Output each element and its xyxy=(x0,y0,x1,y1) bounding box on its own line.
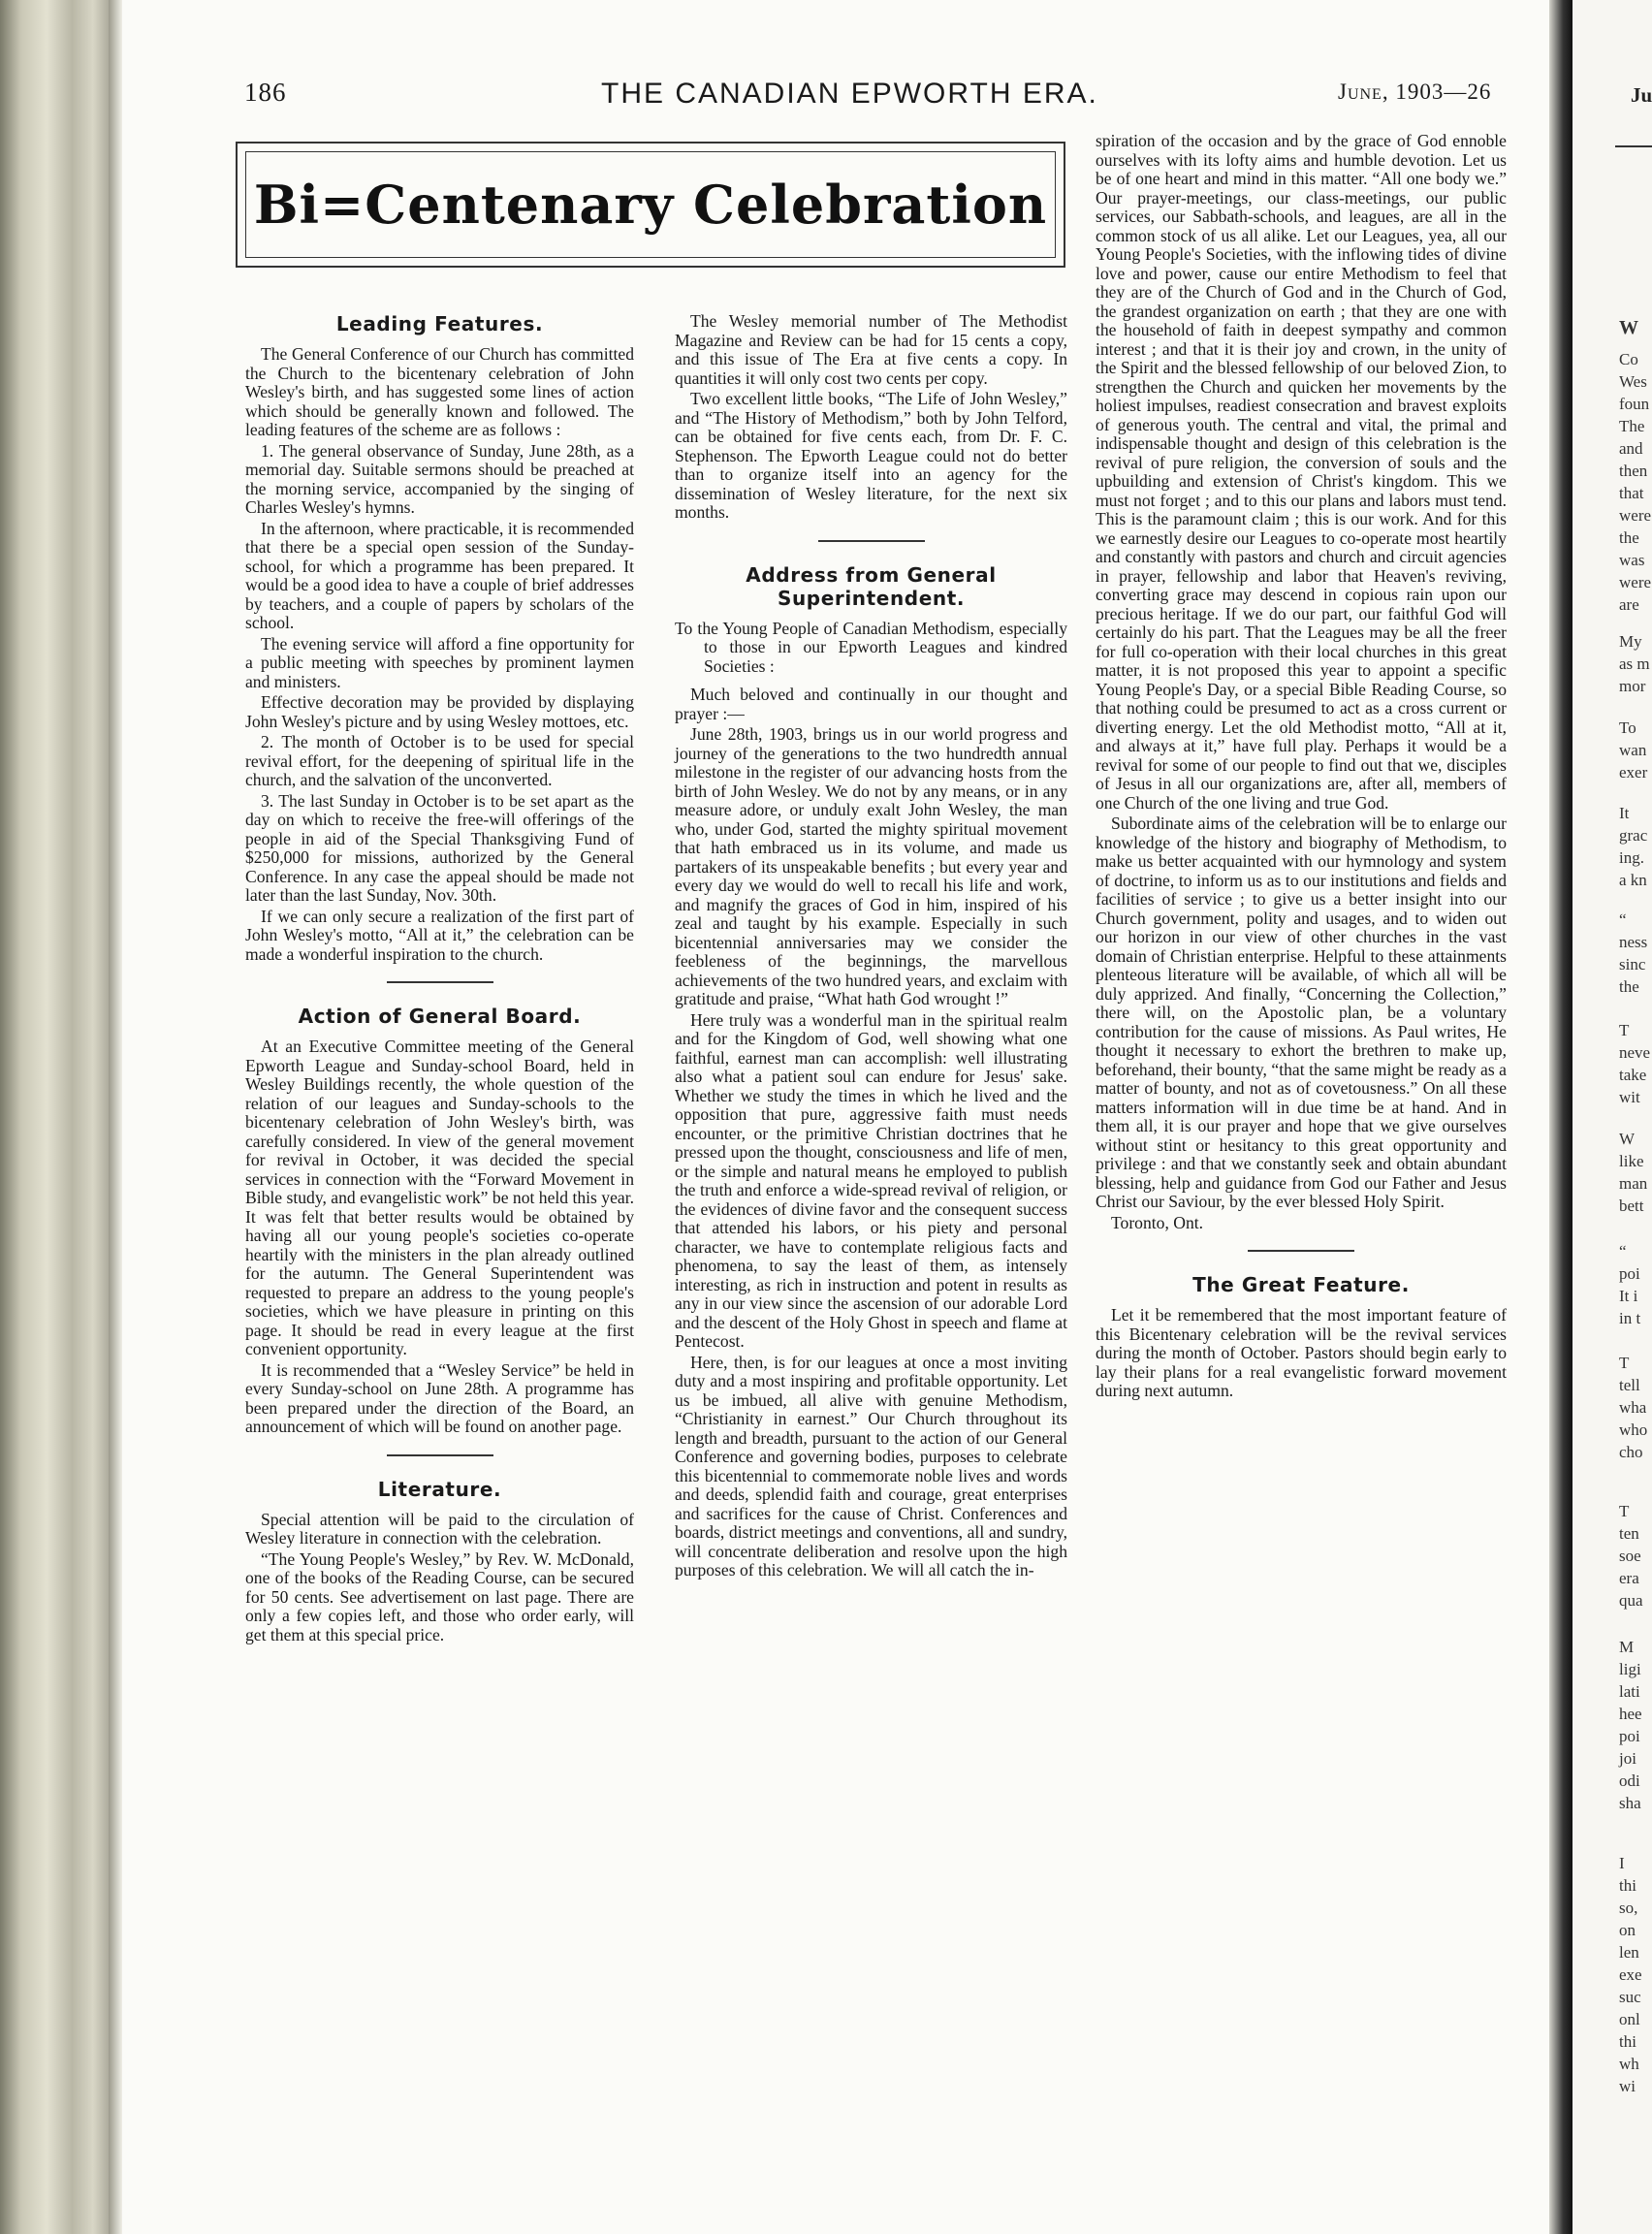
facing-page-folio: Ju xyxy=(1631,83,1652,107)
literature-body xyxy=(245,1511,634,1645)
facing-page-text-fragment: as m xyxy=(1619,654,1650,673)
facing-page-text-fragment: neve xyxy=(1619,1043,1651,1062)
page-gutter xyxy=(1549,0,1573,2234)
facing-page-text-fragment: ligi xyxy=(1619,1660,1641,1678)
facing-page-text-fragment: mor xyxy=(1619,677,1646,695)
facing-page-text-fragment: odi xyxy=(1619,1771,1640,1790)
facing-page-text-fragment: foun xyxy=(1619,395,1650,413)
facing-page-text-fragment: tell xyxy=(1619,1376,1640,1394)
heading-action-of-general-board: Action of General Board. xyxy=(298,1005,582,1028)
facing-page-text-fragment: It i xyxy=(1619,1287,1638,1305)
paragraph: Two excellent little books, “The Life of John Wesley,” and “The History of Methodism,” both by John Telford, can be obtained for five cents each, from Dr. F. C. Stephenson. The Epworth League could not do better than to organize itself into an agency for the dissemination of Wesley literature, for the next six months. xyxy=(675,389,1067,522)
facing-page-text-fragment: cho xyxy=(1619,1443,1643,1461)
facing-page-text-fragment: W xyxy=(1619,1130,1636,1148)
facing-page-text-fragment: ing. xyxy=(1619,848,1644,867)
facing-page-text-fragment: qua xyxy=(1619,1591,1643,1610)
heading-the-great-feature: The Great Feature. xyxy=(1192,1273,1410,1296)
paragraph: Special attention will be paid to the circulation of Wesley literature in connection with the celebration. xyxy=(245,1509,634,1548)
facing-page-text-fragment: era xyxy=(1619,1569,1639,1587)
leading-features-body xyxy=(245,345,634,964)
paragraph: Much beloved and continually in our thought and prayer :— xyxy=(675,685,1067,723)
facing-page-text-fragment: bett xyxy=(1619,1197,1644,1215)
facing-page-text-fragment: thi xyxy=(1619,2032,1636,2051)
facing-page-text-fragment: hee xyxy=(1619,1705,1642,1723)
facing-page-text-fragment: in t xyxy=(1619,1309,1641,1327)
facing-page-text-fragment: Co xyxy=(1619,350,1638,368)
paragraph: Here truly was a wonderful man in the spiritual realm and for the Kingdom of God, well showing what one faithful, earnest man can accomplish: well illustrating also what a patient soul can endure for Jesus' sake. Whether we study the times in which he lived and the opposition that pure, aggressive faith must needs encounter, or the primitive Christian doctrines that he pressed upon the thought, consciousness and life of men, or the simple and natural means he employed to publish the truth and enforce a wide-spread revival of religion, or the evidences of divine favor and the consequent success that attended his labors, or his piety and personal character, we have to contemplate religious facts and phenomena, to say the least of them, as intensely interesting, as rich in instruction and potent in results as any in our view since the ascension of our adorable Lord and the descent of the Holy Ghost in speech and flame at Pentecost. xyxy=(675,1009,1067,1351)
paragraph: If we can only secure a realization of the first part of John Wesley's motto, “All at it,” the celebration can be made a wonderful inspiration to the church. xyxy=(245,906,634,964)
publication-title: THE CANADIAN EPWORTH ERA. xyxy=(601,78,1098,110)
heading-line: Superintendent. xyxy=(777,586,966,610)
facing-page-text-fragment: poi xyxy=(1619,1264,1640,1283)
paragraph: spiration of the occasion and by the grace of God ennoble ourselves with its lofty aims and humble devotion. Let us be of one heart and mind in this matter. “All one body we.” Our prayer-meetings, our class-meetings, our public services, our Sabbath-schools, and leagues, are all in the common stock of us all alike. Let our Leagues, yea, all our Young People's Societies, with the inflowing tides of divine love and power, cause our entire Methodism to feel that they are of the Church of God and in the Church of God, the grandest organization on earth ; that they are one with the household of faith in deepest sympathy and common interest ; and that it is their joy and crown, in the unity of the Spirit and the blessed fellowship of our beloved Zion, to strengthen the Church and quicken her movements by the holiest impulses, readiest consecration and bravest exploits of generous youth. The central and vital, the primal and indispensable thought and design of this celebration is the revival of pure religion, the conversion of souls and the upbuilding and extension of Christ's kingdom. This we must not forget ; and to this our plans and labors must tend. This is the paramount claim ; this is our work. And for this we earnestly desire our Leagues to co-operate most heartily and constantly with pastors and church and circuit agencies in prayer, fellowship and labor that Heaven's reviving, converting grace may descend in copious rain upon our precious heritage. If we do our part, our faithful God will certainly do his part. That the Leagues may be all the freer for full co-operation with their local churches in this great matter, it is not proposed this year to appoint a specific Young People's Day, or a special Bible Reading Course, so that nothing could be presumed to act as a cross current or diverting energy. Let the old Methodist motto, “All at it, and always at it,” have full play. Perhaps it would be a revival for some of our people to find out that we, disciples of Jesus in all our organizations are, after all, members of one Church of the one living and true God. xyxy=(1096,131,1507,813)
facing-page-text-fragment: wi xyxy=(1619,2077,1636,2095)
facing-page-text-fragment: joi xyxy=(1619,1749,1636,1768)
section-divider xyxy=(387,981,493,983)
facing-page-text-fragment: then xyxy=(1619,462,1648,480)
facing-page-text-fragment: To xyxy=(1619,718,1636,737)
paragraph: June 28th, 1903, brings us in our world progress and journey of the generations to the two hundredth annual milestone in the register of our advancing hosts from the birth of John Wesley. We do not by any means, or in any measure adore, or unduly exalt John Wesley, the man who, under God, started the mighty spiritual movement that hath embraced us in its volume, and made us partakers of its unspeakable benefits ; but every year and every day we would do well to recall his life and work, and magnify the graces of God in him, inspired of his zeal and taught by his example. Especially in such bicentennial anniversaries may we consider the feebleness of the beginnings, the marvellous achievements of the two hundred years, and exclaim with gratitude and praise, “What hath God wrought !” xyxy=(675,724,1068,1008)
facing-page-text-fragment: grac xyxy=(1619,826,1648,845)
facing-page-text-fragment: sinc xyxy=(1619,955,1646,973)
paragraph: The Wesley memorial number of The Methodist Magazine and Review can be had for 15 cents a copy, and this issue of The Era at five cents a copy. In quantities it will only cost two cents per copy. xyxy=(675,311,1067,388)
heading-leading-features: Leading Features. xyxy=(335,312,544,335)
facing-page-text-fragment: “ xyxy=(1619,1242,1627,1261)
facing-page-rule xyxy=(1615,145,1652,147)
facing-page-text-fragment: that xyxy=(1619,484,1644,502)
facing-page-text-fragment: were xyxy=(1619,506,1652,525)
paragraph: It is recommended that a “Wesley Service” be held in every Sunday-school on June 28th. A programme has been prepared under the direction of the Board, an announcement of which will be found on another page. xyxy=(245,1359,634,1436)
facing-page-text-fragment: T xyxy=(1619,1354,1630,1372)
facing-page-edge xyxy=(1573,0,1652,2234)
facing-page-text-fragment: It xyxy=(1619,804,1630,822)
paragraph: 1. The general observance of Sunday, June 28th, as a memorial day. Suitable sermons should be preached at the morning service, accompanied by the singing of Charles Wesley's hymns. xyxy=(245,440,634,517)
facing-page-text-fragment: like xyxy=(1619,1152,1644,1170)
column-1 xyxy=(245,312,634,1646)
facing-page-text-fragment: wit xyxy=(1619,1088,1640,1106)
facing-page-text-fragment: lati xyxy=(1619,1682,1640,1701)
facing-page-text-fragment: wha xyxy=(1619,1398,1647,1417)
facing-page-text-fragment: len xyxy=(1619,1943,1639,1962)
facing-page-text-fragment: I xyxy=(1619,1854,1625,1872)
facing-page-text-fragment: exe xyxy=(1619,1965,1642,1984)
action-body xyxy=(245,1037,634,1437)
title-banner xyxy=(236,142,1065,268)
paragraph: 3. The last Sunday in October is to be set apart as the day on which to receive the free-will offerings of the people in aid of the Special Thanksgiving Fund of $250,000 for missions, authorized by the General Conference. In any case the appeal should be made not later than the last Sunday, Nov. 30th. xyxy=(245,790,634,905)
facing-page-text-fragment: suc xyxy=(1619,1988,1641,2006)
paragraph: At an Executive Committee meeting of the General Epworth League and Sunday-school Board, held in Wesley Buildings recently, the whole question of the relation of our leagues and Sunday-schools to the bicentenary celebration of John Wesley's birth, was carefully considered. In view of the general movement for revival in October, it was decided the special services in connection with the “Forward Movement in Bible study, and evangelistic work” be not held this year. It was felt that better results would be obtained by having all our young people's societies co-operate heartily with the ministers in the plan already outlined for the autumn. The General Superintendent was requested to prepare an address to the young people's societies, which we have pleasure in printing on this page. It should be read in every league at the first convenient opportunity. xyxy=(245,1037,634,1358)
facing-page-text-fragment: The xyxy=(1619,417,1645,435)
page-number: 186 xyxy=(244,78,287,107)
facing-page-text-fragment: take xyxy=(1619,1066,1647,1084)
facing-page-text-fragment: the xyxy=(1619,528,1639,547)
column-3 xyxy=(1096,132,1507,1403)
facing-page-text-fragment: man xyxy=(1619,1174,1648,1193)
facing-page-text-fragment: My xyxy=(1619,632,1642,651)
facing-page-text-fragment: thi xyxy=(1619,1876,1636,1895)
paragraph: Subordinate aims of the celebration will be to enlarge our knowledge of the history and biography of Methodism, to make us better acquainted with our hymnology and system of doctrine, to inform us as to our institutions and fields and facilities of service ; to give us a better insight into our Church government, polity and usages, and to widen out our horizon in our view of other churches in the vast domain of Christian enterprise. Helpful to these attainments plenteous literature will be available, of which all will be duly apprized. And finally, “Concerning the Collection,” there will, on the Apostolic plan, be a voluntary contribution for the cause of missions. As Paul writes, He thought it necessary to exhort the brethren to make up, beforehand, their bounty, “that the same might be ready as a matter of bounty, and not as of covetousness.” On all these matters information will in due time be at hand. And in them all, it is our prayer and hope that we give ourselves without stint or hesitancy to this great opportunity and privilege : and that we constantly seek and obtain abundant blessing, help and guidance from God our Father and Jesus Christ our Saviour, by the ever blessed Holy Spirit. xyxy=(1096,814,1507,1211)
section-divider xyxy=(818,540,925,542)
heading-address-from-general-superintendent xyxy=(675,563,1067,610)
facing-page-text-fragment: a kn xyxy=(1619,871,1647,889)
facing-page-text-fragment: ness xyxy=(1619,933,1648,951)
section-divider xyxy=(387,1454,493,1456)
paragraph: Effective decoration may be provided by displaying John Wesley's picture and by using Wesley mottoes, etc. xyxy=(245,692,634,731)
facing-page-text-fragment: were xyxy=(1619,573,1652,591)
paragraph: “The Young People's Wesley,” by Rev. W. McDonald, one of the books of the Reading Course, can be secured for 50 cents. See advertisement on last page. There are only a few copies left, and those who order early, will get them at this special price. xyxy=(245,1548,634,1644)
column-2 xyxy=(675,312,1067,1582)
facing-page-text-fragment: and xyxy=(1619,439,1643,458)
paragraph: The General Conference of our Church has committed the Church to the bicentenary celebration of John Wesley's birth, and has suggested some lines of action which should be generally known and followed. The leading features of the scheme are as follows : xyxy=(245,344,634,439)
paragraph: Let it be remembered that the most important feature of this Bicentenary celebration will be the revival services during the month of October. Pastors should begin early to lay their plans for a real evangelistic forward movement during next autumn. xyxy=(1096,1305,1507,1400)
facing-page-text-fragment: “ xyxy=(1619,910,1627,929)
facing-page-text-fragment: was xyxy=(1619,551,1645,569)
paragraph: 2. The month of October is to be used for special revival effort, for the deepening of spiritual life in the church, and the salvation of the unconverted. xyxy=(245,732,634,789)
facing-page-text-fragment: M xyxy=(1619,1638,1635,1656)
facing-page-text-fragment: wan xyxy=(1619,741,1647,759)
facing-page-text-fragment: are xyxy=(1619,595,1639,614)
section-divider xyxy=(1248,1250,1354,1252)
heading-line: Address from General xyxy=(746,562,997,587)
facing-page-text-fragment: Wes xyxy=(1619,372,1647,391)
facing-page-text-fragment: wh xyxy=(1619,2055,1639,2073)
facing-page-text-fragment: exer xyxy=(1619,763,1648,782)
facing-page-text-fragment: W xyxy=(1619,317,1638,338)
paragraph: The evening service will afford a fine opportunity for a public meeting with speeches by prominent laymen and ministers. xyxy=(245,633,634,691)
facing-page-text-fragment: T xyxy=(1619,1021,1630,1039)
binding-shadow xyxy=(109,0,122,2234)
facing-page-text-fragment: soe xyxy=(1619,1547,1641,1565)
facing-page-text-fragment: so, xyxy=(1619,1899,1638,1917)
heading-literature: Literature. xyxy=(377,1477,502,1501)
facing-page-text-fragment: the xyxy=(1619,977,1639,996)
salutation: To the Young People of Canadian Methodism, especially to those in our Epworth Leagues and kindred Societies : xyxy=(675,618,1067,676)
book-edge-left xyxy=(0,0,116,2234)
facing-page-text-fragment: onl xyxy=(1619,2010,1640,2028)
facing-page-text-fragment: ten xyxy=(1619,1524,1639,1543)
banner-title: Bi=Centenary Celebration xyxy=(253,174,1048,236)
issue-date xyxy=(1338,80,1491,105)
facing-page-text-fragment: sha xyxy=(1619,1794,1641,1812)
issue-date-text: June, 1903—26 xyxy=(1338,80,1492,104)
paragraph: Here, then, is for our leagues at once a most inviting duty and a most inspiring and profitable opportunity. Let us be imbued, all alive with genuine Methodism, “Christianity in earnest.” Our Church throughout its length and breadth, pursuant to the action of our General Conference and governing bodies, purposes to celebrate this bicentennial to commemorate noble lives and words and deeds, splendid faith and courage, great enterprises and sacrifices for the cause of Christ. Conferences and boards, district meetings and conventions, all and sundry, will concentrate deliberation and resolve upon the high purposes of this celebration. We will all catch the in- xyxy=(675,1352,1067,1580)
facing-page-text-fragment: on xyxy=(1619,1921,1636,1939)
facing-page-text-fragment: T xyxy=(1619,1502,1630,1520)
paragraph: In the afternoon, where practicable, it is recommended that there be a special open session of the Sunday-school, for which a programme has been prepared. It would be a good idea to have a couple of brief addresses by teachers, and a couple of papers by scholars of the school. xyxy=(245,518,634,632)
title-banner-inner-frame xyxy=(245,151,1056,258)
facing-page-text-fragment: who xyxy=(1619,1420,1648,1439)
signoff-place: Toronto, Ont. xyxy=(1111,1212,1204,1232)
facing-page-text-fragment: poi xyxy=(1619,1727,1640,1745)
